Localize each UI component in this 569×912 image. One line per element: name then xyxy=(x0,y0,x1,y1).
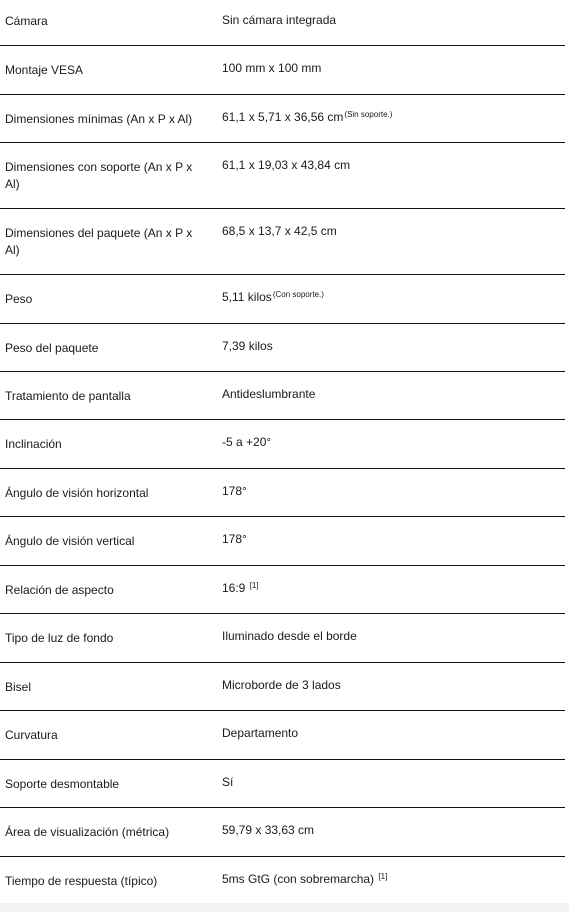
spec-label: Inclinación xyxy=(5,437,62,451)
spec-label: Dimensiones mínimas (An x P x Al) xyxy=(5,112,193,126)
spec-value-text: 100 mm x 100 mm xyxy=(222,61,322,75)
spec-value xyxy=(222,157,562,174)
spec-value xyxy=(222,434,562,451)
spec-value-text: 61,1 x 19,03 x 43,84 cm xyxy=(222,158,351,172)
spec-label: Relación de aspecto xyxy=(5,583,114,597)
spec-footnote: (Con soporte.) xyxy=(272,290,324,299)
spec-row-camara xyxy=(0,0,565,46)
spec-row-bisel xyxy=(0,663,565,711)
spec-footnote: [1] xyxy=(249,581,259,590)
spec-row-tratamiento-pantalla xyxy=(0,372,565,420)
spec-label: Dimensiones del paquete (An x P x Al) xyxy=(5,226,193,257)
spec-row-inclinacion xyxy=(0,420,565,469)
spec-row-angulo-horizontal xyxy=(0,469,565,517)
spec-value xyxy=(222,12,562,29)
spec-value xyxy=(222,289,562,306)
spec-value-text: 178° xyxy=(222,484,247,498)
spec-value xyxy=(222,725,562,742)
spec-value xyxy=(222,223,562,240)
spec-label: Ángulo de visión vertical xyxy=(5,534,135,548)
spec-row-relacion-aspecto xyxy=(0,566,565,614)
spec-label: Soporte desmontable xyxy=(5,777,120,791)
spec-value-text: 68,5 x 13,7 x 42,5 cm xyxy=(222,224,337,238)
spec-label: Dimensiones con soporte (An x P x Al) xyxy=(5,160,193,191)
spec-row-dimensiones-con-soporte xyxy=(0,143,565,209)
spec-row-tipo-luz-fondo xyxy=(0,614,565,663)
spec-value-text: Sin cámara integrada xyxy=(222,13,337,27)
spec-label: Montaje VESA xyxy=(5,63,84,77)
spec-value xyxy=(222,483,562,500)
spec-row-dimensiones-minimas xyxy=(0,95,565,143)
spec-value-text: Antideslumbrante xyxy=(222,387,316,401)
spec-value-text: 16:9 xyxy=(222,581,246,595)
spec-value xyxy=(222,871,562,888)
spec-value xyxy=(222,109,562,126)
spec-label: Área de visualización (métrica) xyxy=(5,825,170,839)
spec-label: Peso xyxy=(5,292,33,306)
spec-label: Bisel xyxy=(5,680,32,694)
spec-label: Peso del paquete xyxy=(5,341,99,355)
spec-value-text: Departamento xyxy=(222,726,299,740)
spec-value-text: -5 a +20° xyxy=(222,435,272,449)
spec-value xyxy=(222,338,562,355)
spec-value xyxy=(222,774,562,791)
spec-value-text: Microborde de 3 lados xyxy=(222,678,341,692)
spec-value-text: 7,39 kilos xyxy=(222,339,273,353)
spec-value xyxy=(222,628,562,645)
spec-value-text: 178° xyxy=(222,532,247,546)
spec-label: Tiempo de respuesta (típico) xyxy=(5,874,158,888)
next-row-edge xyxy=(0,903,569,912)
spec-value-text: Sí xyxy=(222,775,234,789)
spec-value xyxy=(222,822,562,839)
spec-label: Tipo de luz de fondo xyxy=(5,631,114,645)
spec-row-curvatura xyxy=(0,711,565,760)
spec-footnote: [1] xyxy=(378,872,388,881)
spec-value-text: 59,79 x 33,63 cm xyxy=(222,823,315,837)
spec-row-dimensiones-paquete xyxy=(0,209,565,275)
spec-row-area-visualizacion xyxy=(0,808,565,857)
spec-value-text: 5,11 kilos xyxy=(222,290,272,304)
spec-footnote: (Sin soporte.) xyxy=(344,110,393,119)
spec-label: Curvatura xyxy=(5,728,58,742)
spec-label: Cámara xyxy=(5,14,48,28)
spec-value xyxy=(222,60,562,77)
spec-value-text: 61,1 x 5,71 x 36,56 cm xyxy=(222,110,344,124)
spec-row-angulo-vertical xyxy=(0,517,565,566)
spec-value xyxy=(222,531,562,548)
spec-row-peso xyxy=(0,275,565,324)
spec-value-text: Iluminado desde el borde xyxy=(222,629,357,643)
spec-value xyxy=(222,580,562,597)
spec-value xyxy=(222,677,562,694)
spec-label: Tratamiento de pantalla xyxy=(5,389,131,403)
spec-row-tiempo-respuesta xyxy=(0,857,565,905)
spec-row-soporte-desmontable xyxy=(0,760,565,808)
spec-label: Ángulo de visión horizontal xyxy=(5,486,149,500)
spec-row-peso-paquete xyxy=(0,324,565,372)
spec-value xyxy=(222,386,562,403)
spec-row-montaje-vesa xyxy=(0,46,565,95)
spec-value-text: 5ms GtG (con sobremarcha) xyxy=(222,872,375,886)
